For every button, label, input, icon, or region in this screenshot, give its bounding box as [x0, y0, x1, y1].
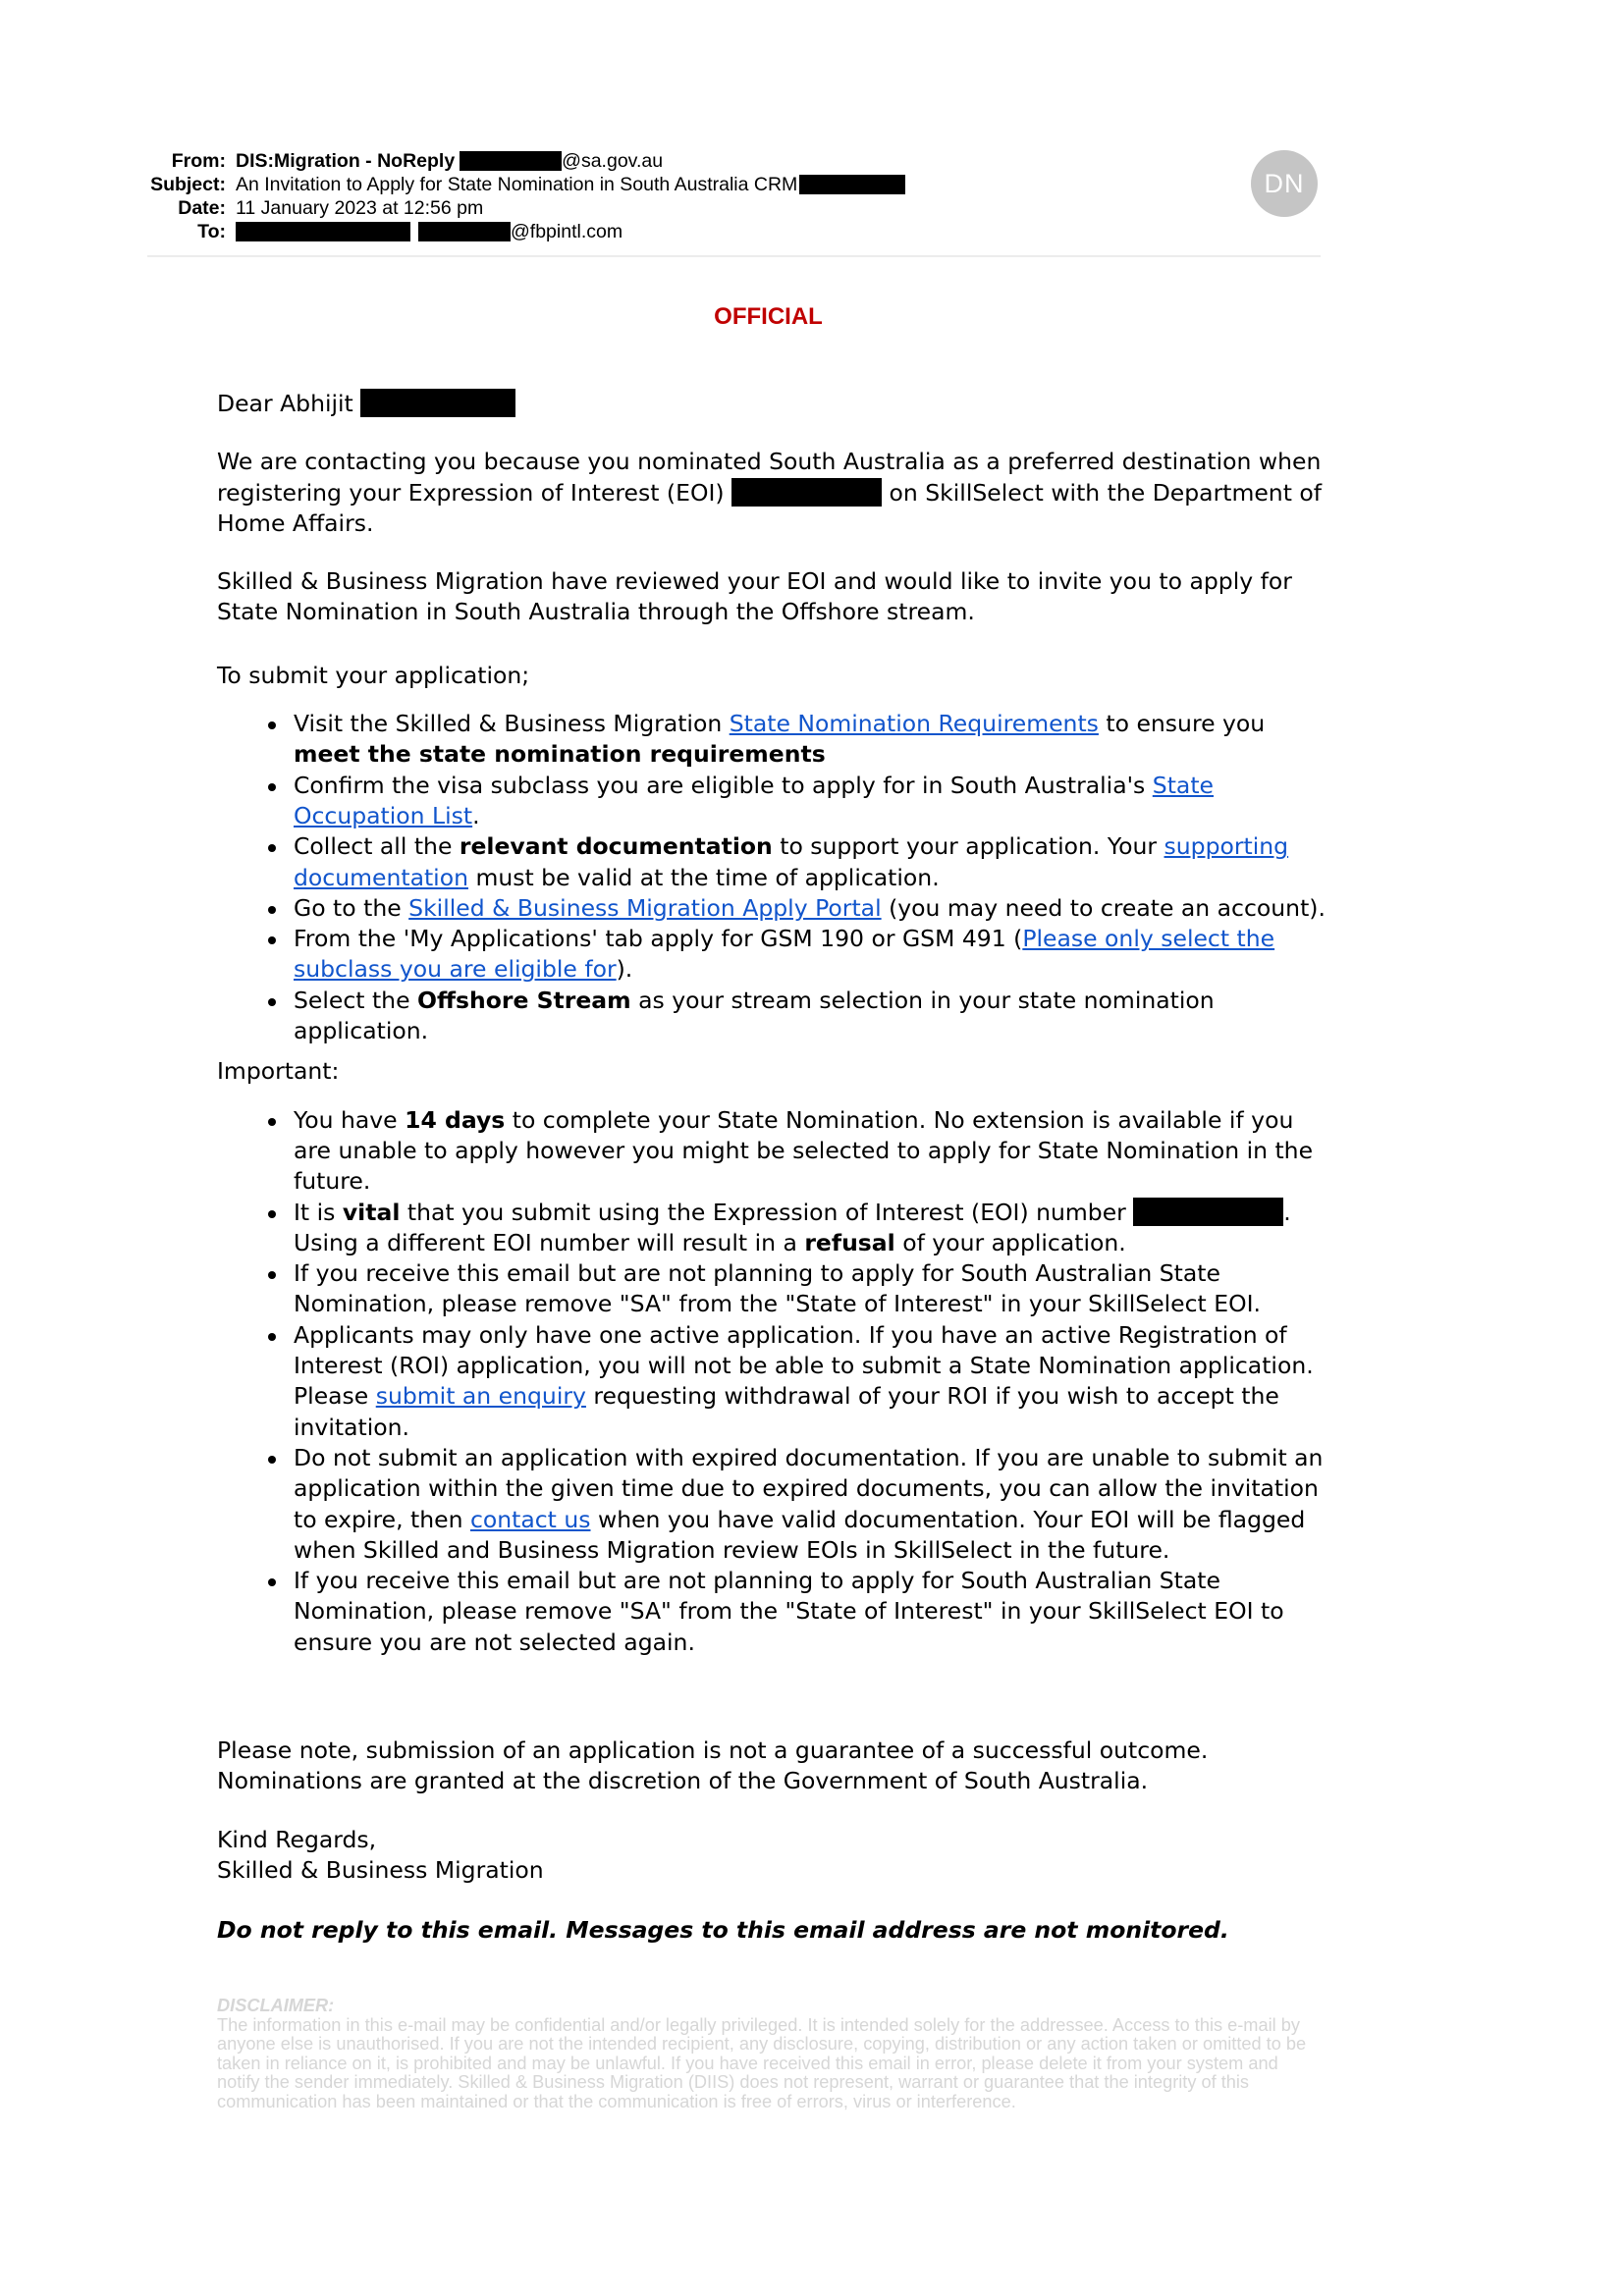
guarantee-note: Please note, submission of an application is not a guarantee of a successful outcome. Nominations are granted at the discretion of the Government of South Australia. — [217, 1735, 1209, 1795]
greeting: Dear Abhijit — [217, 389, 1336, 419]
classification-marking: OFFICIAL — [714, 303, 823, 330]
redacted-recipient-name — [236, 222, 410, 241]
sender-domain: @sa.gov.au — [562, 150, 664, 172]
disclaimer-text: The information in this e-mail may be confidential and/or legally privileged. It is intended solely for the addressee. Access to this e-mail by anyone else is unauthorised. If you are not the intended recipient, any disclosure, copying, distribution or any action taken or omitted to be taken in reliance on it, is prohibited and may be unlawful. If you have received this email in error, please delete it from your system and notify the sender immediately. Skilled & Business Migration (DIIS) does not represent, warrant or guarantee that the integrity of this communication has been maintained or that the communication is free of errors, virus or interference. — [217, 2014, 1307, 2111]
list-item: Go to the Skilled & Business Migration Apply Portal (you may need to create an account). — [294, 893, 1336, 924]
redacted-sender-address — [460, 151, 562, 171]
disclaimer — [217, 1997, 1317, 2112]
submission-steps-list — [217, 709, 1336, 1046]
redacted-recipient-address — [418, 222, 511, 241]
important-label: Important: — [217, 1057, 340, 1086]
message-body — [217, 389, 1336, 1946]
list-item: Confirm the visa subclass you are eligible to apply for in South Australia's State Occupation List. — [294, 771, 1336, 832]
disclaimer-title: DISCLAIMER: — [217, 1996, 335, 2015]
list-item: If you receive this email but are not planning to apply for South Australian State Nomination, please remove "SA" from the "State of Interest" in your SkillSelect EOI to ensure you are not selected again. — [294, 1566, 1336, 1658]
submit-intro: To submit your application; — [217, 661, 530, 689]
list-item: From the 'My Applications' tab apply for GSM 190 or GSM 491 (Please only select the subclass you are eligible for). — [294, 924, 1336, 986]
recipient-domain[interactable]: @fbpintl.com — [511, 221, 623, 242]
subject-text: An Invitation to Apply for State Nomination in South Australia CRM — [236, 174, 798, 195]
redacted-crm-number — [799, 175, 905, 194]
no-reply-warning: Do not reply to this email. Messages to this email address are not monitored. — [217, 1916, 1229, 1945]
redacted-eoi-number — [731, 478, 882, 507]
date-label: Date: — [178, 197, 226, 219]
state-occupation-list-link[interactable]: State Occupation List — [294, 771, 1214, 829]
list-item: You have 14 days to complete your State Nomination. No extension is available if you are unable to apply however you might be selected to apply for State Nomination in the future. — [294, 1105, 1336, 1198]
list-item: Do not submit an application with expired documentation. If you are unable to submit an application within the given time due to expired documents, you can allow the invitation to expire, then contact us when you have valid documentation. Your EOI will be flagged when Skilled and Business Migration review EOIs in SkillSelect in the future. — [294, 1443, 1336, 1566]
intro-paragraph: We are contacting you because you nominated South Australia as a preferred destination when registering your Expression of Interest (EOI) on SkillSelect with the Department of Home Affairs. — [217, 448, 1323, 537]
supporting-documentation-link[interactable]: supporting documentation — [294, 832, 1289, 891]
redacted-eoi-number — [1133, 1198, 1283, 1226]
from-row — [147, 149, 1316, 173]
subject-row — [147, 173, 1316, 196]
redacted-surname — [360, 389, 515, 417]
sender-avatar: DN — [1251, 150, 1318, 217]
subject-label: Subject: — [150, 174, 226, 195]
submit-enquiry-link[interactable]: submit an enquiry — [375, 1382, 586, 1411]
header-divider — [147, 255, 1321, 257]
important-list — [217, 1105, 1336, 1658]
list-item: Applicants may only have one active application. If you have an active Registration of Interest (ROI) application, you will not be able to submit a State Nomination application. Please submit an enquiry requesting withdrawal of your ROI if you wish to accept the invitation. — [294, 1320, 1336, 1443]
sender-name[interactable]: DIS:Migration - NoReply — [236, 150, 456, 172]
eligible-subclass-link[interactable]: Please only select the subclass you are eligible for — [294, 925, 1275, 984]
list-item: Visit the Skilled & Business Migration State Nomination Requirements to ensure you meet the state nomination requirements — [294, 709, 1336, 771]
email-header — [147, 149, 1316, 243]
from-label: From: — [171, 150, 226, 172]
list-item: If you receive this email but are not planning to apply for South Australian State Nomination, please remove "SA" from the "State of Interest" in your SkillSelect EOI. — [294, 1258, 1336, 1320]
apply-portal-link[interactable]: Skilled & Business Migration Apply Portal — [408, 893, 882, 922]
sign-off: Kind Regards, — [217, 1825, 377, 1853]
date-row — [147, 196, 1316, 220]
signature: Skilled & Business Migration — [217, 1855, 544, 1884]
contact-us-link[interactable]: contact us — [469, 1505, 591, 1533]
invitation-paragraph: Skilled & Business Migration have reviewed your EOI and would like to invite you to apply for State Nomination in South Australia through the Offshore stream. — [217, 567, 1292, 626]
date-text: 11 January 2023 at 12:56 pm — [236, 197, 484, 219]
to-label: To: — [197, 221, 226, 242]
list-item: Collect all the relevant documentation to support your application. Your supporting documentation must be valid at the time of application. — [294, 831, 1336, 893]
to-row — [147, 220, 1316, 243]
state-nomination-requirements-link[interactable]: State Nomination Requirements — [729, 710, 1099, 738]
list-item: It is vital that you submit using the Expression of Interest (EOI) number . Using a different EOI number will result in a refusal of your application. — [294, 1198, 1336, 1259]
list-item: Select the Offshore Stream as your stream selection in your state nomination application. — [294, 986, 1336, 1047]
